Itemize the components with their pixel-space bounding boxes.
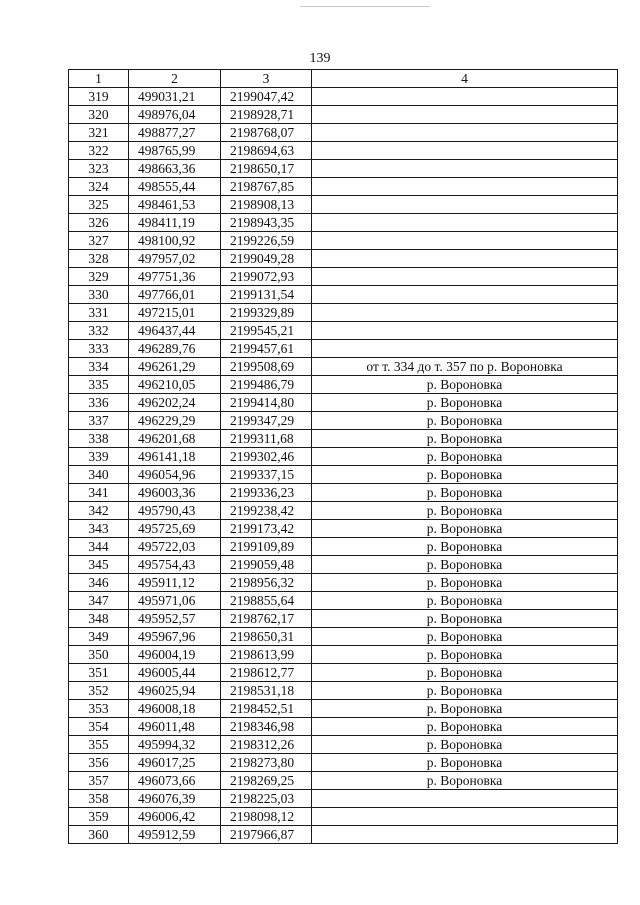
cell-point-number: 344 xyxy=(69,538,129,556)
table-row xyxy=(69,412,618,430)
cell-x-coordinate: 499031,21 xyxy=(129,88,221,106)
cell-point-number: 351 xyxy=(69,664,129,682)
cell-x-coordinate: 498461,53 xyxy=(129,196,221,214)
table-row xyxy=(69,664,618,682)
cell-description: р. Вороновка xyxy=(312,502,618,520)
cell-x-coordinate: 495722,03 xyxy=(129,538,221,556)
table-row xyxy=(69,124,618,142)
cell-x-coordinate: 496201,68 xyxy=(129,430,221,448)
table-row xyxy=(69,232,618,250)
cell-y-coordinate: 2198928,71 xyxy=(221,106,312,124)
cell-y-coordinate: 2199173,42 xyxy=(221,520,312,538)
cell-point-number: 353 xyxy=(69,700,129,718)
cell-description xyxy=(312,196,618,214)
cell-point-number: 327 xyxy=(69,232,129,250)
cell-point-number: 320 xyxy=(69,106,129,124)
cell-y-coordinate: 2199049,28 xyxy=(221,250,312,268)
cell-description: от т. 334 до т. 357 по р. Вороновка xyxy=(312,358,618,376)
cell-description: р. Вороновка xyxy=(312,574,618,592)
cell-point-number: 328 xyxy=(69,250,129,268)
table-row xyxy=(69,520,618,538)
table-row xyxy=(69,826,618,844)
cell-point-number: 356 xyxy=(69,754,129,772)
cell-point-number: 348 xyxy=(69,610,129,628)
cell-y-coordinate: 2199072,93 xyxy=(221,268,312,286)
cell-y-coordinate: 2198269,25 xyxy=(221,772,312,790)
cell-point-number: 329 xyxy=(69,268,129,286)
cell-x-coordinate: 496011,48 xyxy=(129,718,221,736)
cell-y-coordinate: 2199347,29 xyxy=(221,412,312,430)
cell-x-coordinate: 496054,96 xyxy=(129,466,221,484)
column-header-x: 2 xyxy=(129,70,221,88)
cell-x-coordinate: 496210,05 xyxy=(129,376,221,394)
cell-x-coordinate: 496003,36 xyxy=(129,484,221,502)
cell-description xyxy=(312,790,618,808)
table-row xyxy=(69,808,618,826)
cell-description: р. Вороновка xyxy=(312,592,618,610)
cell-description: р. Вороновка xyxy=(312,646,618,664)
cell-description xyxy=(312,160,618,178)
cell-point-number: 338 xyxy=(69,430,129,448)
cell-point-number: 322 xyxy=(69,142,129,160)
cell-x-coordinate: 495725,69 xyxy=(129,520,221,538)
table-row xyxy=(69,106,618,124)
table-body xyxy=(69,88,618,844)
cell-point-number: 336 xyxy=(69,394,129,412)
cell-point-number: 345 xyxy=(69,556,129,574)
cell-point-number: 335 xyxy=(69,376,129,394)
cell-y-coordinate: 2199414,80 xyxy=(221,394,312,412)
cell-x-coordinate: 498877,27 xyxy=(129,124,221,142)
table-row xyxy=(69,430,618,448)
table-row xyxy=(69,610,618,628)
cell-description xyxy=(312,232,618,250)
cell-y-coordinate: 2198855,64 xyxy=(221,592,312,610)
cell-y-coordinate: 2199059,48 xyxy=(221,556,312,574)
cell-x-coordinate: 497215,01 xyxy=(129,304,221,322)
cell-y-coordinate: 2198613,99 xyxy=(221,646,312,664)
cell-point-number: 330 xyxy=(69,286,129,304)
cell-description xyxy=(312,106,618,124)
table-row xyxy=(69,142,618,160)
cell-point-number: 357 xyxy=(69,772,129,790)
cell-y-coordinate: 2199337,15 xyxy=(221,466,312,484)
cell-x-coordinate: 495912,59 xyxy=(129,826,221,844)
cell-y-coordinate: 2198098,12 xyxy=(221,808,312,826)
table-row xyxy=(69,574,618,592)
cell-description xyxy=(312,178,618,196)
table-row xyxy=(69,160,618,178)
cell-point-number: 321 xyxy=(69,124,129,142)
cell-x-coordinate: 496006,42 xyxy=(129,808,221,826)
cell-description: р. Вороновка xyxy=(312,484,618,502)
cell-point-number: 325 xyxy=(69,196,129,214)
cell-x-coordinate: 496008,18 xyxy=(129,700,221,718)
cell-description: р. Вороновка xyxy=(312,772,618,790)
cell-point-number: 350 xyxy=(69,646,129,664)
cell-description: р. Вороновка xyxy=(312,664,618,682)
cell-y-coordinate: 2198908,13 xyxy=(221,196,312,214)
cell-description: р. Вороновка xyxy=(312,754,618,772)
cell-point-number: 334 xyxy=(69,358,129,376)
cell-x-coordinate: 496073,66 xyxy=(129,772,221,790)
cell-point-number: 331 xyxy=(69,304,129,322)
table-row xyxy=(69,466,618,484)
cell-y-coordinate: 2198956,32 xyxy=(221,574,312,592)
cell-description: р. Вороновка xyxy=(312,430,618,448)
cell-point-number: 342 xyxy=(69,502,129,520)
cell-point-number: 355 xyxy=(69,736,129,754)
cell-y-coordinate: 2199336,23 xyxy=(221,484,312,502)
table-row xyxy=(69,646,618,664)
table-header-row xyxy=(69,70,618,88)
cell-x-coordinate: 496229,29 xyxy=(129,412,221,430)
cell-point-number: 339 xyxy=(69,448,129,466)
table-row xyxy=(69,286,618,304)
cell-y-coordinate: 2198225,03 xyxy=(221,790,312,808)
cell-x-coordinate: 496005,44 xyxy=(129,664,221,682)
cell-y-coordinate: 2198650,17 xyxy=(221,160,312,178)
cell-description: р. Вороновка xyxy=(312,610,618,628)
cell-point-number: 343 xyxy=(69,520,129,538)
cell-y-coordinate: 2197966,87 xyxy=(221,826,312,844)
cell-y-coordinate: 2199486,79 xyxy=(221,376,312,394)
cell-point-number: 349 xyxy=(69,628,129,646)
cell-description: р. Вороновка xyxy=(312,718,618,736)
cell-x-coordinate: 496261,29 xyxy=(129,358,221,376)
cell-description: р. Вороновка xyxy=(312,700,618,718)
cell-x-coordinate: 496004,19 xyxy=(129,646,221,664)
cell-point-number: 319 xyxy=(69,88,129,106)
table-row xyxy=(69,754,618,772)
cell-y-coordinate: 2199302,46 xyxy=(221,448,312,466)
cell-point-number: 346 xyxy=(69,574,129,592)
cell-description: р. Вороновка xyxy=(312,556,618,574)
table-row xyxy=(69,718,618,736)
cell-point-number: 340 xyxy=(69,466,129,484)
cell-y-coordinate: 2198650,31 xyxy=(221,628,312,646)
cell-description xyxy=(312,826,618,844)
cell-y-coordinate: 2199329,89 xyxy=(221,304,312,322)
cell-x-coordinate: 497957,02 xyxy=(129,250,221,268)
cell-description xyxy=(312,142,618,160)
cell-y-coordinate: 2199109,89 xyxy=(221,538,312,556)
table-row xyxy=(69,196,618,214)
cell-x-coordinate: 496202,24 xyxy=(129,394,221,412)
table-row xyxy=(69,214,618,232)
cell-point-number: 332 xyxy=(69,322,129,340)
cell-y-coordinate: 2198273,80 xyxy=(221,754,312,772)
cell-description xyxy=(312,304,618,322)
cell-x-coordinate: 496289,76 xyxy=(129,340,221,358)
cell-x-coordinate: 498411,19 xyxy=(129,214,221,232)
cell-y-coordinate: 2198531,18 xyxy=(221,682,312,700)
cell-y-coordinate: 2199131,54 xyxy=(221,286,312,304)
cell-point-number: 360 xyxy=(69,826,129,844)
column-header-point: 1 xyxy=(69,70,129,88)
cell-x-coordinate: 497766,01 xyxy=(129,286,221,304)
coordinates-table xyxy=(68,69,618,844)
table-row xyxy=(69,88,618,106)
cell-x-coordinate: 498976,04 xyxy=(129,106,221,124)
cell-description xyxy=(312,286,618,304)
cell-y-coordinate: 2199226,59 xyxy=(221,232,312,250)
cell-x-coordinate: 495971,06 xyxy=(129,592,221,610)
cell-description: р. Вороновка xyxy=(312,520,618,538)
cell-y-coordinate: 2199457,61 xyxy=(221,340,312,358)
cell-x-coordinate: 496141,18 xyxy=(129,448,221,466)
cell-y-coordinate: 2199508,69 xyxy=(221,358,312,376)
cell-y-coordinate: 2199238,42 xyxy=(221,502,312,520)
table-row xyxy=(69,538,618,556)
table-row xyxy=(69,268,618,286)
table-row xyxy=(69,592,618,610)
cell-point-number: 341 xyxy=(69,484,129,502)
cell-x-coordinate: 495994,32 xyxy=(129,736,221,754)
cell-x-coordinate: 496437,44 xyxy=(129,322,221,340)
cell-description xyxy=(312,88,618,106)
cell-point-number: 358 xyxy=(69,790,129,808)
cell-point-number: 337 xyxy=(69,412,129,430)
cell-x-coordinate: 495952,57 xyxy=(129,610,221,628)
table-row xyxy=(69,502,618,520)
table-row xyxy=(69,772,618,790)
table-row xyxy=(69,304,618,322)
cell-y-coordinate: 2199047,42 xyxy=(221,88,312,106)
cell-x-coordinate: 498765,99 xyxy=(129,142,221,160)
cell-description xyxy=(312,268,618,286)
table-row xyxy=(69,484,618,502)
table-row xyxy=(69,790,618,808)
cell-point-number: 324 xyxy=(69,178,129,196)
cell-description: р. Вороновка xyxy=(312,448,618,466)
cell-x-coordinate: 496076,39 xyxy=(129,790,221,808)
table-row xyxy=(69,394,618,412)
cell-y-coordinate: 2198768,07 xyxy=(221,124,312,142)
table-row xyxy=(69,376,618,394)
cell-point-number: 323 xyxy=(69,160,129,178)
cell-description: р. Вороновка xyxy=(312,682,618,700)
cell-y-coordinate: 2198312,26 xyxy=(221,736,312,754)
cell-x-coordinate: 495911,12 xyxy=(129,574,221,592)
cell-point-number: 326 xyxy=(69,214,129,232)
cell-description: р. Вороновка xyxy=(312,628,618,646)
cell-point-number: 347 xyxy=(69,592,129,610)
cell-description: р. Вороновка xyxy=(312,538,618,556)
table-row xyxy=(69,322,618,340)
table-row xyxy=(69,736,618,754)
table-row xyxy=(69,682,618,700)
page-number: 139 xyxy=(309,51,331,66)
cell-y-coordinate: 2198452,51 xyxy=(221,700,312,718)
table-row xyxy=(69,250,618,268)
cell-description: р. Вороновка xyxy=(312,466,618,484)
cell-description xyxy=(312,322,618,340)
table-row xyxy=(69,556,618,574)
table-row xyxy=(69,178,618,196)
cell-description xyxy=(312,340,618,358)
cell-description: р. Вороновка xyxy=(312,394,618,412)
table-row xyxy=(69,448,618,466)
column-header-y: 3 xyxy=(221,70,312,88)
cell-description xyxy=(312,214,618,232)
scan-artifact-line xyxy=(300,6,430,7)
cell-y-coordinate: 2198612,77 xyxy=(221,664,312,682)
cell-y-coordinate: 2198694,63 xyxy=(221,142,312,160)
cell-x-coordinate: 496025,94 xyxy=(129,682,221,700)
cell-x-coordinate: 496017,25 xyxy=(129,754,221,772)
cell-point-number: 354 xyxy=(69,718,129,736)
cell-x-coordinate: 495754,43 xyxy=(129,556,221,574)
table-row xyxy=(69,700,618,718)
cell-x-coordinate: 498555,44 xyxy=(129,178,221,196)
cell-y-coordinate: 2198767,85 xyxy=(221,178,312,196)
cell-x-coordinate: 498663,36 xyxy=(129,160,221,178)
cell-description xyxy=(312,124,618,142)
cell-description: р. Вороновка xyxy=(312,412,618,430)
cell-x-coordinate: 498100,92 xyxy=(129,232,221,250)
cell-y-coordinate: 2198346,98 xyxy=(221,718,312,736)
table-row xyxy=(69,340,618,358)
table-row xyxy=(69,628,618,646)
cell-x-coordinate: 495790,43 xyxy=(129,502,221,520)
cell-point-number: 359 xyxy=(69,808,129,826)
cell-description: р. Вороновка xyxy=(312,376,618,394)
cell-x-coordinate: 497751,36 xyxy=(129,268,221,286)
cell-description xyxy=(312,250,618,268)
table-row xyxy=(69,358,618,376)
cell-description xyxy=(312,808,618,826)
cell-y-coordinate: 2199545,21 xyxy=(221,322,312,340)
cell-x-coordinate: 495967,96 xyxy=(129,628,221,646)
cell-point-number: 333 xyxy=(69,340,129,358)
cell-point-number: 352 xyxy=(69,682,129,700)
cell-description: р. Вороновка xyxy=(312,736,618,754)
cell-y-coordinate: 2198762,17 xyxy=(221,610,312,628)
column-header-description: 4 xyxy=(312,70,618,88)
cell-y-coordinate: 2199311,68 xyxy=(221,430,312,448)
cell-y-coordinate: 2198943,35 xyxy=(221,214,312,232)
